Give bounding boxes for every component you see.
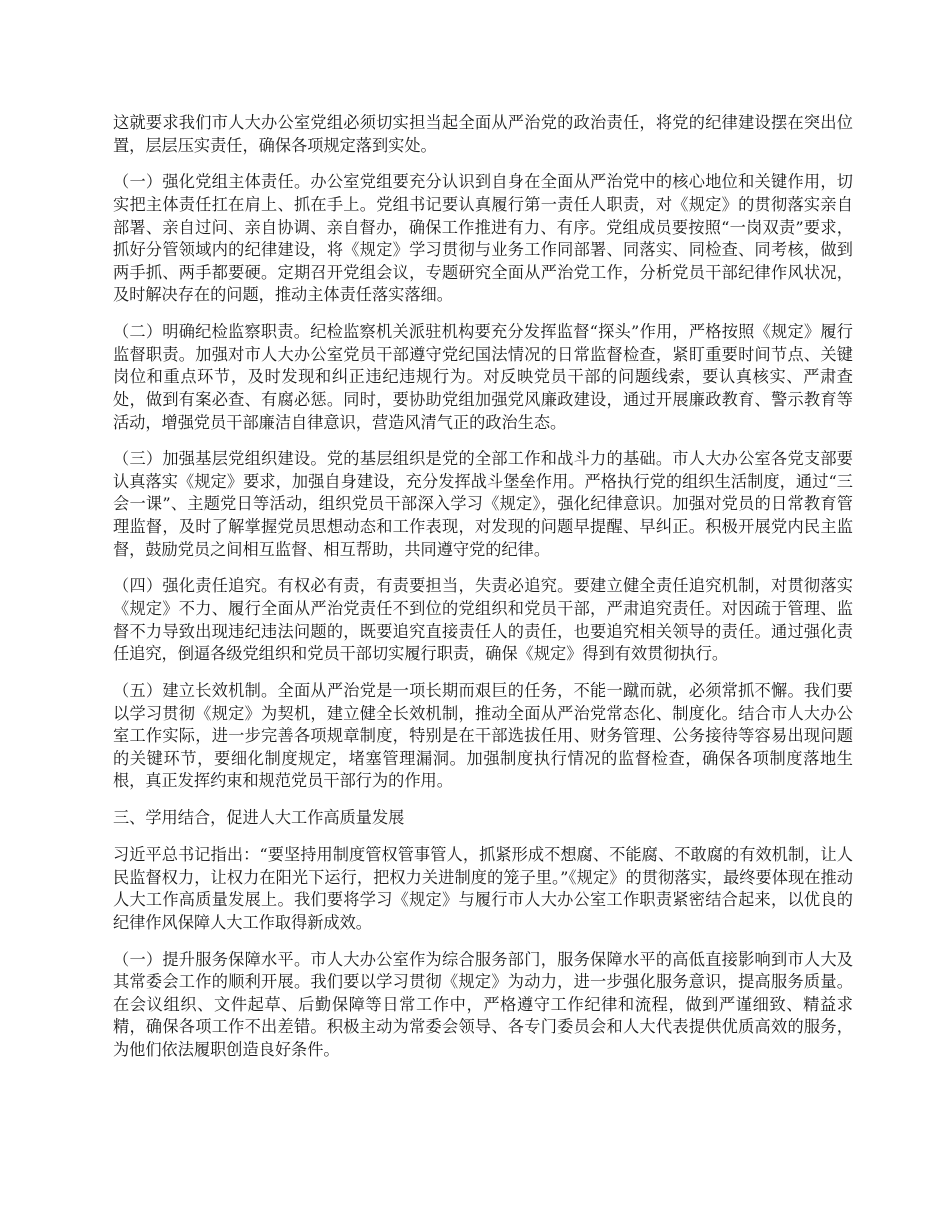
paragraph-section-3: （三）加强基层党组织建设。党的基层组织是党的全部工作和战斗力的基础。市人大办公室各党支部要认真落实《规定》要求，加强自身建设，充分发挥战斗堡垒作用。严格执行党的组织生活制度，通过“三会一课”、主题党日等活动，组织党员干部深入学习《规定》，强化纪律意识。加强对党员的日常教育管理监督，及时了解掌握党员思想动态和工作表现，对发现的问题早提醒、早纠正。积极开展党内民主监督，鼓励党员之间相互监督、相互帮助，共同遵守党的纪律。 [113, 449, 853, 559]
paragraph-subsection-1: （一）提升服务保障水平。市人大办公室作为综合服务部门，服务保障水平的高低直接影响到市人大及其常委会工作的顺利开展。我们要以学习贯彻《规定》为动力，进一步强化服务意识，提高服务质量。在会议组织、文件起草、后勤保障等日常工作中，严格遵守工作纪律和流程，做到严谨细致、精益求精，确保各项工作不出差错。积极主动为常委会领导、各专门委员会和人大代表提供优质高效的服务，为他们依法履职创造良好条件。 [113, 949, 853, 1059]
section-heading: 三、学用结合，促进人大工作高质量发展 [113, 808, 405, 828]
paragraph-intro: 这就要求我们市人大办公室党组必须切实担当起全面从严治党的政治责任，将党的纪律建设摆在突出位置，层层压实责任，确保各项规定落到实处。 [113, 113, 853, 155]
paragraph-section-2: （二）明确纪检监察职责。纪检监察机关派驻机构要充分发挥监督“探头”作用，严格按照《规定》履行监督职责。加强对市人大办公室党员干部遵守党纪国法情况的日常监督检查，紧盯重要时间节点、关键岗位和重点环节，及时发现和纠正违纪违规行为。对反映党员干部的问题线索，要认真核实、严肃查处，做到有案必查、有腐必惩。同时，要协助党组加强党风廉政建设，通过开展廉政教育、警示教育等活动，增强党员干部廉洁自律意识，营造风清气正的政治生态。 [113, 322, 853, 432]
paragraph-section-4: （四）强化责任追究。有权必有责，有责要担当，失责必追究。要建立健全责任追究机制，对贯彻落实《规定》不力、履行全面从严治党责任不到位的党组织和党员干部，严肃追究责任。对因疏于管理、监督不力导致出现违纪违法问题的，既要追究直接责任人的责任，也要追究相关领导的责任。通过强化责任追究，倒逼各级党组织和党员干部切实履行职责，确保《规定》得到有效贯彻执行。 [113, 576, 853, 664]
paragraph-section-1: （一）强化党组主体责任。办公室党组要充分认识到自身在全面从严治党中的核心地位和关键作用，切实把主体责任扛在肩上、抓在手上。党组书记要认真履行第一责任人职责，对《规定》的贯彻落实亲自部署、亲自过问、亲自协调、亲自督办，确保工作推进有力、有序。党组成员要按照“一岗双责”要求，抓好分管领域内的纪律建设，将《规定》学习贯彻与业务工作同部署、同落实、同检查、同考核，做到两手抓、两手都要硬。定期召开党组会议，专题研究全面从严治党工作，分析党员干部纪律作风状况，及时解决存在的问题，推动主体责任落实落细。 [113, 172, 853, 305]
paragraph-quote: 习近平总书记指出：“要坚持用制度管权管事管人，抓紧形成不想腐、不能腐、不敢腐的有效机制，让人民监督权力，让权力在阳光下运行，把权力关进制度的笼子里。”《规定》的贯彻落实，最终要体现在推动人大工作高质量发展上。我们要将学习《规定》与履行市人大办公室工作职责紧密结合起来，以优良的纪律作风保障人大工作取得新成效。 [113, 844, 853, 932]
document-body [113, 112, 853, 1076]
paragraph-section-5: （五）建立长效机制。全面从严治党是一项长期而艰巨的任务，不能一蹴而就，必须常抓不懈。我们要以学习贯彻《规定》为契机，建立健全长效机制，推动全面从严治党常态化、制度化。结合市人大办公室工作实际，进一步完善各项规章制度，特别是在干部选拔任用、财务管理、公务接待等容易出现问题的关键环节，要细化制度规定，堵塞管理漏洞。加强制度执行情况的监督检查，确保各项制度落地生根，真正发挥约束和规范党员干部行为的作用。 [113, 681, 853, 791]
